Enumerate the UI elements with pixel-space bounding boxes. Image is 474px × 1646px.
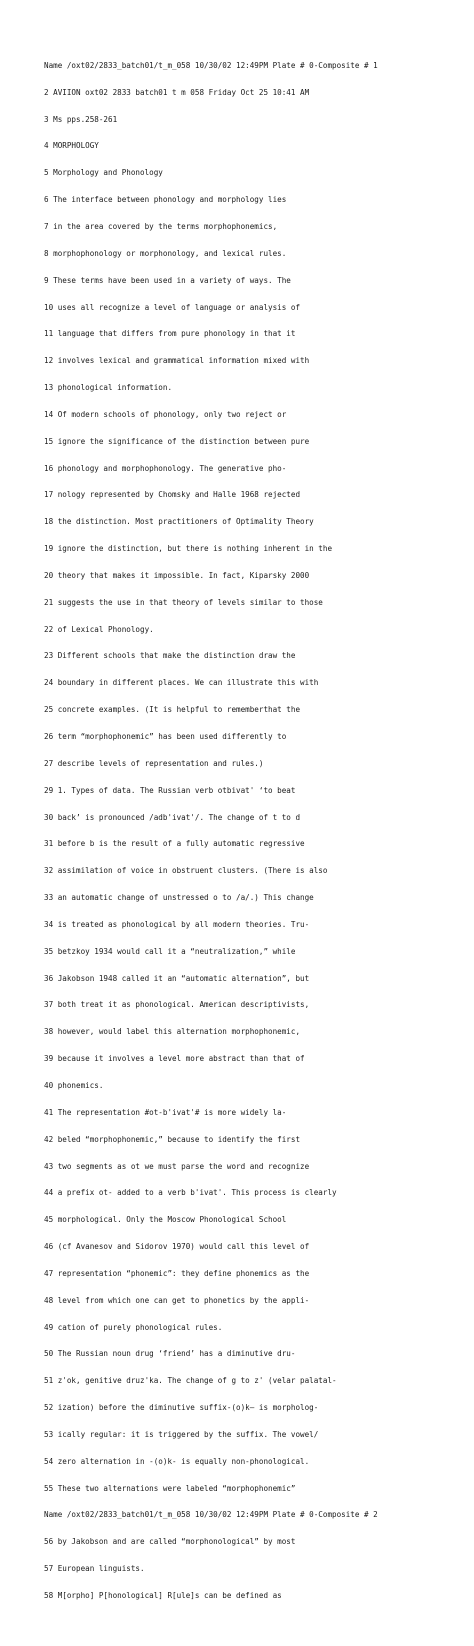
document-text (44, 44, 464, 1646)
text-line: 52 ization) before the diminutive suffix-(o)k— is morpholog- (44, 1403, 319, 1413)
text-line: 14 Of modern schools of phonology, only two reject or (44, 409, 287, 419)
text-line: 5 Morphology and Phonology (44, 168, 163, 178)
text-line: 18 the distinction. Most practitioners of Optimality Theory (44, 517, 314, 527)
text-line: 29 1. Types of data. The Russian verb otbivat' ‘to beat (44, 785, 296, 795)
text-line: 25 concrete examples. (It is helpful to rememberthat the (44, 705, 301, 715)
text-line: 50 The Russian noun drug ‘friend’ has a diminutive dru- (44, 1349, 296, 1359)
text-line: Name /oxt02/2833_batch01/t_m_058 10/30/02 12:49PM Plate # 0-Composite # 2 (44, 1510, 378, 1520)
text-line: 10 uses all recognize a level of language or analysis of (44, 302, 301, 312)
text-line: 2 AVIION oxt02 2833 batch01 t m 058 Friday Oct 25 10:41 AM (44, 87, 310, 97)
text-line: 32 assimilation of voice in obstruent clusters. (There is also (44, 866, 328, 876)
text-line: 47 representation “phonemic”: they define phonemics as the (44, 1268, 310, 1278)
text-line: 48 level from which one can get to phonetics by the appli- (44, 1295, 310, 1305)
text-line: 35 betzkoy 1934 would call it a “neutralization,” while (44, 946, 296, 956)
text-line (44, 1619, 464, 1628)
text-line: 41 The representation #ot-b'ivat'# is more widely la- (44, 1107, 287, 1117)
text-line: 40 phonemics. (44, 1080, 104, 1090)
text-line: 7 in the area covered by the terms morphophonemics, (44, 221, 278, 231)
text-line: 20 theory that makes it impossible. In fact, Kiparsky 2000 (44, 570, 310, 580)
text-line: 42 beled “morphophonemic,” because to identify the first (44, 1134, 301, 1144)
text-line: 8 morphophonology or morphonology, and lexical rules. (44, 248, 287, 258)
text-line: 26 term “morphophonemic” has been used differently to (44, 732, 287, 741)
text-line: 55 These two alternations were labeled “morphophonemic” (44, 1483, 296, 1493)
header-line: 56 by Jakobson and are called “morphonological” by most (44, 1537, 296, 1547)
text-line: 54 zero alternation in -(o)k- is equally non-phonological. (44, 1456, 310, 1466)
text-line: 17 nology represented by Chomsky and Halle 1968 rejected (44, 490, 301, 500)
text-line: 16 phonology and morphophonology. The generative pho- (44, 463, 287, 473)
text-line: 6 The interface between phonology and morphology lies (44, 195, 287, 205)
text-line: 46 (cf Avanesov and Sidorov 1970) would call this level of (44, 1242, 310, 1252)
text-line: 49 cation of purely phonological rules. (44, 1322, 223, 1332)
text-line: 19 ignore the distinction, but there is nothing inherent in the (44, 544, 333, 554)
text-line: 24 boundary in different places. We can illustrate this with (44, 678, 319, 688)
text-line: 53 ically regular: it is triggered by the suffix. The vowel/ (44, 1429, 319, 1439)
text-line: 45 morphological. Only the Moscow Phonological School (44, 1215, 287, 1225)
text-line: 34 is treated as phonological by all modern theories. Tru- (44, 919, 310, 929)
text-line: 15 ignore the significance of the distinction between pure (44, 436, 310, 446)
text-line: 23 Different schools that make the distinction draw the (44, 651, 296, 661)
text-line: 12 involves lexical and grammatical information mixed with (44, 356, 310, 366)
text-line: 11 language that differs from pure phonology in that it (44, 329, 296, 339)
text-line: 58 M[orpho] P[honological] R[ule]s can be defined as (44, 1591, 282, 1600)
text-line: 30 back’ is pronounced /adb'ivat'/. The change of t to d (44, 812, 301, 822)
text-line: 3 Ms pps.258-261 (44, 114, 118, 124)
text-line: 27 describe levels of representation and rules.) (44, 758, 264, 768)
text-line: 36 Jakobson 1948 called it an “automatic alternation”, but (44, 973, 310, 983)
header-line: Name /oxt02/2833_batch01/t_m_058 10/30/02 12:49PM Plate # 0-Composite # 1 (44, 60, 378, 70)
text-line: 31 before b is the result of a fully automatic regressive (44, 839, 305, 849)
text-line: 21 suggests the use in that theory of levels similar to those (44, 597, 323, 607)
text-line: 37 both treat it as phonological. American descriptivists, (44, 1000, 310, 1010)
text-line: 43 two segments as ot we must parse the word and recognize (44, 1161, 310, 1171)
text-line: 9 These terms have been used in a variety of ways. The (44, 275, 291, 285)
text-line: 33 an automatic change of unstressed o to /a/.) This change (44, 893, 314, 903)
text-line: 38 however, would label this alternation morphophonemic, (44, 1027, 301, 1037)
text-line: 13 phonological information. (44, 383, 173, 393)
text-line: 4 MORPHOLOGY (44, 141, 99, 151)
text-line: 39 because it involves a level more abstract than that of (44, 1054, 305, 1064)
text-line: 57 European linguists. (44, 1564, 145, 1574)
text-line: 51 z'ok, genitive druz'ka. The change of g to z' (velar palatal- (44, 1376, 337, 1386)
text-line: 22 of Lexical Phonology. (44, 624, 154, 634)
text-line: 44 a prefix ot- added to a verb b'ivat'. This process is clearly (44, 1188, 337, 1198)
